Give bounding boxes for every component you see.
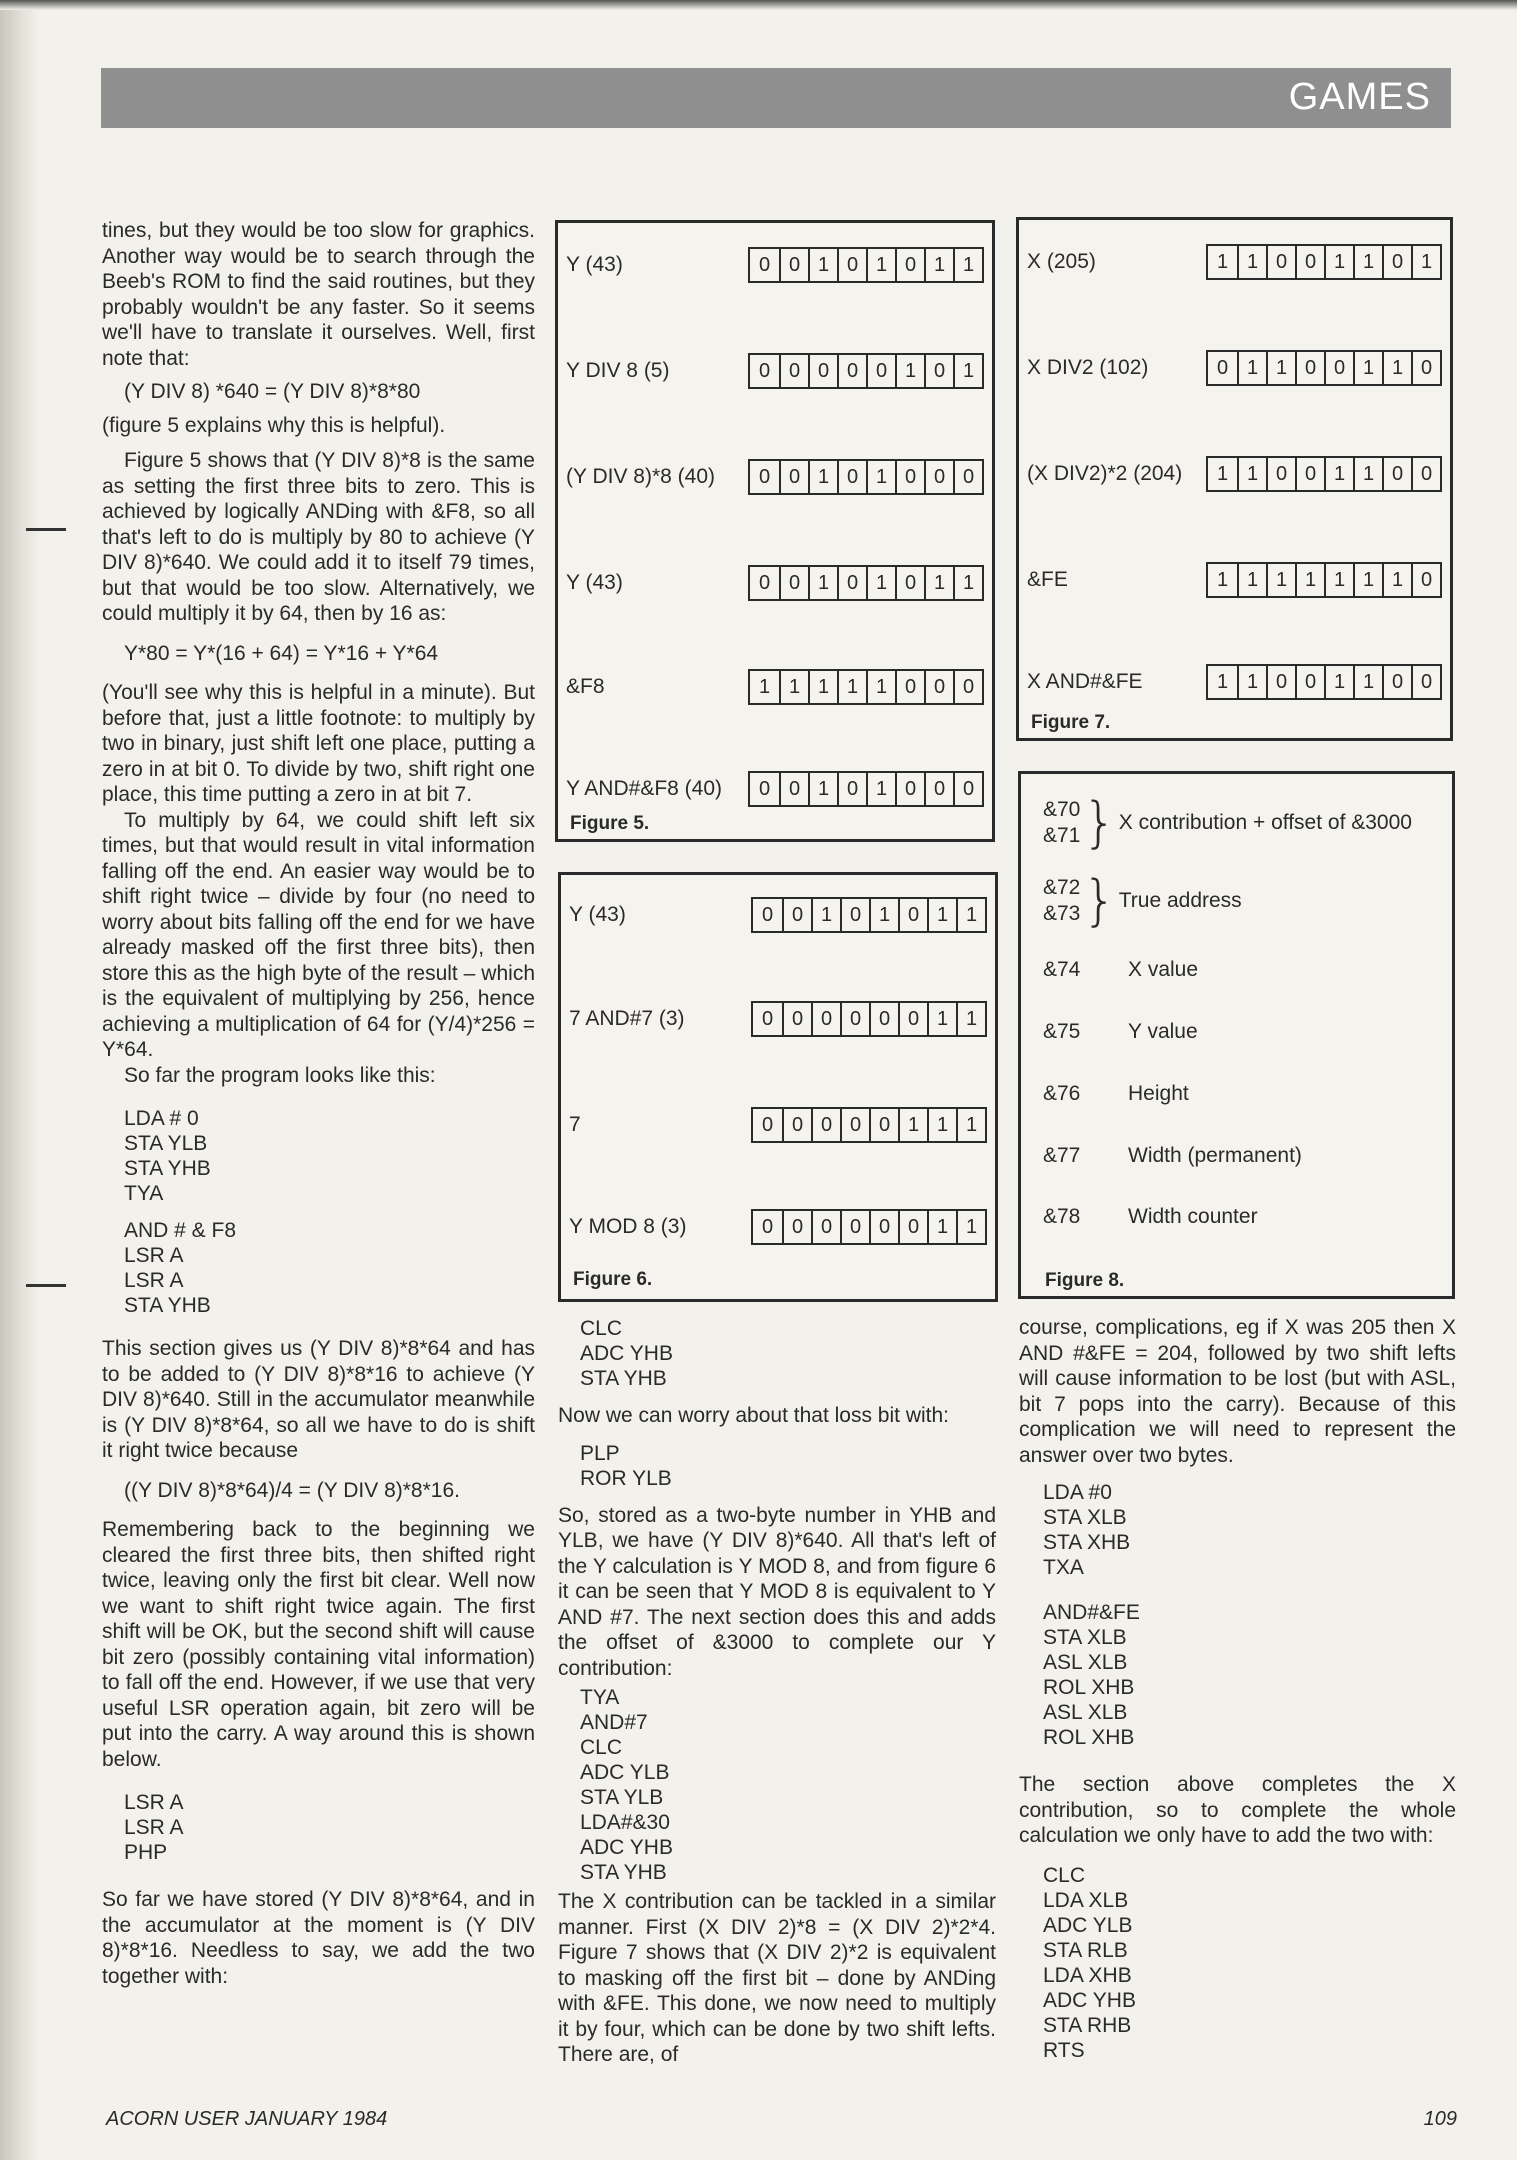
row-label: &F8 bbox=[566, 675, 605, 698]
bit: 1 bbox=[1382, 352, 1411, 384]
code-line: ADC YHB bbox=[580, 1836, 673, 1859]
paragraph: Figure 5 shows that (Y DIV 8)*8 is the same as setting the first three bits to zero. This is achieved by logically ANDing with &F8, so all that's left to do is multiply by 80 to achieve (Y DIV 8)*640. We could add it to itself 79 times, but that would be too slow. Alternatively, we could multiply it by 64, then by 16 as: bbox=[102, 449, 535, 625]
code-line: PHP bbox=[124, 1841, 168, 1864]
code-block bbox=[124, 1106, 535, 1318]
bit: 1 bbox=[1237, 246, 1266, 278]
section-header-bar bbox=[101, 68, 1451, 128]
code-line: STA YHB bbox=[124, 1294, 211, 1317]
bit-boxes bbox=[751, 897, 987, 933]
paragraph: (figure 5 explains why this is helpful). bbox=[102, 413, 446, 437]
page-number: 109 bbox=[1423, 2108, 1457, 2130]
bit: 1 bbox=[1237, 352, 1266, 384]
bit-boxes bbox=[751, 1001, 987, 1037]
address-description: Y value bbox=[1128, 1020, 1198, 1043]
bit: 1 bbox=[895, 355, 924, 387]
code-line: LDA XHB bbox=[1043, 1963, 1132, 1987]
bit: 1 bbox=[1353, 458, 1382, 490]
bit: 1 bbox=[924, 567, 953, 599]
bit: 0 bbox=[895, 567, 924, 599]
bit: 0 bbox=[898, 899, 927, 931]
code-line: LSR A bbox=[124, 1816, 184, 1839]
code-line: PLP bbox=[580, 1441, 620, 1465]
code-line: RTS bbox=[1043, 2038, 1085, 2062]
bit: 1 bbox=[1382, 564, 1411, 596]
bit-boxes bbox=[748, 459, 984, 495]
row-label: Y (43) bbox=[566, 253, 623, 276]
address-group bbox=[1043, 791, 1412, 854]
bit: 0 bbox=[953, 773, 982, 805]
bit: 0 bbox=[782, 1003, 811, 1035]
bit: 0 bbox=[924, 461, 953, 493]
figure-row bbox=[566, 667, 984, 707]
bit-boxes bbox=[1206, 350, 1442, 386]
address: &71 bbox=[1043, 824, 1081, 847]
bit: 1 bbox=[758, 675, 771, 698]
address-description: Height bbox=[1128, 1082, 1189, 1105]
figure-row bbox=[1027, 560, 1442, 600]
bit: 1 bbox=[866, 773, 895, 805]
bit: 1 bbox=[1324, 666, 1353, 698]
memory-row bbox=[1043, 1205, 1258, 1229]
bit: 0 bbox=[779, 567, 808, 599]
page-top-edge bbox=[0, 0, 1517, 10]
address-description: Width counter bbox=[1128, 1205, 1258, 1228]
bit: 0 bbox=[1411, 352, 1440, 384]
figure-row bbox=[1027, 242, 1442, 282]
code-block bbox=[1043, 1480, 1456, 1750]
code-line: LSR A bbox=[124, 1244, 184, 1267]
code-line: STA RLB bbox=[1043, 1938, 1128, 1962]
brace-icon: } bbox=[1082, 869, 1117, 932]
bit: 1 bbox=[898, 1109, 927, 1141]
code-line: ROR YLB bbox=[580, 1466, 672, 1490]
bit: 1 bbox=[953, 567, 982, 599]
paragraph: Now we can worry about that loss bit with: bbox=[558, 1404, 950, 1427]
bit: 1 bbox=[1411, 246, 1440, 278]
figure-5 bbox=[555, 220, 995, 842]
brace-icon: } bbox=[1082, 791, 1117, 854]
bit: 1 bbox=[866, 461, 895, 493]
memory-row bbox=[1043, 958, 1198, 982]
bit: 1 bbox=[866, 671, 895, 703]
bit: 0 bbox=[837, 567, 866, 599]
bit: 0 bbox=[898, 1211, 927, 1243]
bit: 0 bbox=[761, 903, 774, 926]
bit: 1 bbox=[1237, 666, 1266, 698]
bit: 0 bbox=[1411, 666, 1440, 698]
bit: 1 bbox=[1353, 564, 1382, 596]
bit: 0 bbox=[869, 1109, 898, 1141]
code-block bbox=[124, 1790, 535, 1865]
column-2 bbox=[558, 1316, 996, 2068]
code-line: ADC YHB bbox=[580, 1342, 673, 1365]
bit: 0 bbox=[837, 461, 866, 493]
row-label: X DIV2 (102) bbox=[1027, 356, 1149, 379]
code-line: STA XLB bbox=[1043, 1506, 1127, 1529]
paragraph: The section above completes the X contribution, so to complete the whole calculation we only have to add the two with: bbox=[1019, 1773, 1456, 1847]
paragraph: (You'll see why this is helpful in a minute). But before that, just a little footnote: to multiply by two in binary, just shift left one place, putting a zero in at bit 0. To divide by two, shift right one place, this time putting a zero in at bit 7. bbox=[102, 681, 535, 806]
code-line: ROL XHB bbox=[1043, 1726, 1135, 1749]
bit: 1 bbox=[1353, 352, 1382, 384]
code-line: CLC bbox=[1043, 1863, 1086, 1887]
bit: 1 bbox=[1237, 458, 1266, 490]
code-line: STA YHB bbox=[580, 1367, 667, 1390]
bit: 0 bbox=[758, 465, 771, 488]
bit: 1 bbox=[927, 1003, 956, 1035]
bit: 0 bbox=[779, 249, 808, 281]
bit: 1 bbox=[953, 355, 982, 387]
paragraph: So far we have stored (Y DIV 8)*8*64, and in the accumulator at the moment is (Y DIV 8)*8*16. Needless to say, we add the two together with: bbox=[102, 1888, 535, 1988]
figure-caption: Figure 8. bbox=[1045, 1270, 1125, 1291]
row-label: Y (43) bbox=[566, 571, 623, 594]
figure-caption: Figure 7. bbox=[1031, 712, 1111, 733]
paragraph: This section gives us (Y DIV 8)*8*64 and has to be added to (Y DIV 8)*8*16 to achieve (Y DIV 8)*640. Still in the accumulator meanwhile is (Y DIV 8)*8*64, so all we have to do is shift it right twice because bbox=[102, 1337, 535, 1462]
code-line: STA YLB bbox=[580, 1786, 664, 1809]
address-description: True address bbox=[1118, 889, 1242, 912]
bit: 0 bbox=[779, 355, 808, 387]
figure-row bbox=[566, 351, 984, 391]
bit: 1 bbox=[956, 1003, 985, 1035]
bit: 1 bbox=[927, 1211, 956, 1243]
bit: 0 bbox=[761, 1007, 774, 1030]
equation: (Y DIV 8) *640 = (Y DIV 8)*8*80 bbox=[124, 380, 421, 403]
bit: 0 bbox=[895, 773, 924, 805]
bit: 0 bbox=[1411, 458, 1440, 490]
bit: 1 bbox=[1266, 352, 1295, 384]
address: &73 bbox=[1043, 902, 1081, 925]
bit: 0 bbox=[1266, 246, 1295, 278]
bit: 0 bbox=[840, 1211, 869, 1243]
code-line: ASL XLB bbox=[1043, 1701, 1128, 1724]
code-line: CLC bbox=[580, 1736, 623, 1759]
bit: 0 bbox=[869, 1003, 898, 1035]
bit: 1 bbox=[956, 1109, 985, 1141]
bit: 0 bbox=[811, 1003, 840, 1035]
column-3 bbox=[1019, 1315, 1456, 2075]
bit: 0 bbox=[895, 671, 924, 703]
bit: 0 bbox=[837, 355, 866, 387]
address: &70 bbox=[1043, 798, 1081, 821]
figure-8 bbox=[1018, 771, 1455, 1299]
bit: 1 bbox=[808, 461, 837, 493]
bit: 1 bbox=[927, 1109, 956, 1141]
row-label: X AND#&FE bbox=[1027, 670, 1143, 693]
margin-mark bbox=[26, 1284, 66, 1287]
bit: 0 bbox=[1382, 246, 1411, 278]
row-label: X (205) bbox=[1027, 250, 1096, 273]
bit: 0 bbox=[1295, 352, 1324, 384]
bit: 0 bbox=[811, 1211, 840, 1243]
bit: 1 bbox=[866, 249, 895, 281]
code-line: AND#&FE bbox=[1043, 1601, 1140, 1624]
bit: 1 bbox=[1295, 564, 1324, 596]
memory-row bbox=[1043, 1144, 1302, 1168]
column-1 bbox=[102, 218, 535, 1989]
code-line: LSR A bbox=[124, 1791, 184, 1814]
code-line: TYA bbox=[124, 1182, 164, 1205]
row-label: (Y DIV 8)*8 (40) bbox=[566, 465, 715, 488]
code-block bbox=[1043, 1863, 1456, 2063]
bit: 1 bbox=[953, 249, 982, 281]
row-label: Y DIV 8 (5) bbox=[566, 359, 670, 382]
address: &75 bbox=[1043, 1020, 1081, 1043]
bit: 1 bbox=[1353, 246, 1382, 278]
address: &78 bbox=[1043, 1205, 1081, 1228]
code-block bbox=[580, 1316, 996, 1391]
row-label: &FE bbox=[1027, 568, 1068, 591]
page-spine-shadow bbox=[0, 0, 40, 2160]
equation: Y*80 = Y*(16 + 64) = Y*16 + Y*64 bbox=[124, 641, 439, 665]
bit: 0 bbox=[758, 253, 771, 276]
address-group bbox=[1043, 869, 1242, 932]
row-label: (X DIV2)*2 (204) bbox=[1027, 462, 1183, 485]
code-line: LDA#&30 bbox=[580, 1811, 670, 1834]
bit: 0 bbox=[895, 461, 924, 493]
bit: 0 bbox=[898, 1003, 927, 1035]
bit: 0 bbox=[1266, 666, 1295, 698]
bit: 0 bbox=[924, 773, 953, 805]
footer-magazine: ACORN USER JANUARY 1984 bbox=[106, 2108, 388, 2130]
bit: 0 bbox=[840, 1003, 869, 1035]
paragraph: The X contribution can be tackled in a similar manner. First (X DIV 2)*8 = (X DIV 2)*2*4. Figure 7 shows that (X DIV 2)*2 is equivalent to masking off the first bit – done by ANDing with &FE. This done, we now need to multiply it by four, which can be done by two shift lefts. There are, of bbox=[558, 1890, 996, 2066]
bit: 0 bbox=[761, 1113, 774, 1136]
code-line: LDA #0 bbox=[1043, 1481, 1112, 1504]
code-line: LSR A bbox=[124, 1269, 184, 1292]
figure-caption: Figure 5. bbox=[570, 813, 650, 834]
bit: 0 bbox=[953, 461, 982, 493]
code-line: STA YHB bbox=[580, 1861, 667, 1884]
address-description: X contribution + offset of &3000 bbox=[1118, 811, 1412, 834]
bit: 0 bbox=[779, 773, 808, 805]
bit: 0 bbox=[1295, 246, 1324, 278]
code-line: ADC YHB bbox=[1043, 1988, 1136, 2012]
address: &76 bbox=[1043, 1082, 1081, 1105]
code-block bbox=[580, 1441, 996, 1491]
bit: 1 bbox=[1266, 564, 1295, 596]
bit: 0 bbox=[840, 1109, 869, 1141]
paragraph: course, complications, eg if X was 205 then X AND #&FE = 204, followed by two shift lefts will cause information to be lost (but with ASL, bit 7 pops into the carry). Because of this complication we will need to represent the answer over two bytes. bbox=[1019, 1316, 1456, 1467]
bit-boxes bbox=[748, 247, 984, 283]
bit: 1 bbox=[1353, 666, 1382, 698]
bit: 1 bbox=[1324, 246, 1353, 278]
bit: 0 bbox=[782, 1109, 811, 1141]
bit-boxes bbox=[748, 353, 984, 389]
bit: 1 bbox=[924, 249, 953, 281]
bit-boxes bbox=[748, 771, 984, 807]
figure-row bbox=[566, 769, 984, 809]
code-block bbox=[580, 1685, 996, 1885]
bit: 0 bbox=[782, 899, 811, 931]
bit: 1 bbox=[808, 249, 837, 281]
bit-boxes bbox=[1206, 664, 1442, 700]
figure-row bbox=[569, 1105, 987, 1145]
code-line: STA YLB bbox=[124, 1132, 208, 1155]
code-line: CLC bbox=[580, 1317, 623, 1340]
figure-row bbox=[1027, 348, 1442, 388]
bit-boxes bbox=[748, 669, 984, 705]
bit: 1 bbox=[956, 899, 985, 931]
bit: 0 bbox=[1324, 352, 1353, 384]
paragraph: Remembering back to the beginning we cleared the first three bits, then shifted right twice, leaving only the first bit clear. Well now we want to shift right twice again. The first shift will be OK, but the second shift will cause bit zero (possibly containing vital information) to fall off the end. However, if we use that very useful LSR operation again, bit zero will be put into the carry. A way around this is shown below. bbox=[102, 1518, 535, 1771]
bit: 0 bbox=[1382, 666, 1411, 698]
figure-row bbox=[566, 563, 984, 603]
bit: 1 bbox=[1324, 458, 1353, 490]
address: &74 bbox=[1043, 958, 1081, 981]
bit: 0 bbox=[895, 249, 924, 281]
bit: 1 bbox=[956, 1211, 985, 1243]
address: &72 bbox=[1043, 876, 1081, 899]
row-label: Y (43) bbox=[569, 903, 626, 926]
bit: 0 bbox=[1295, 666, 1324, 698]
bit: 0 bbox=[808, 355, 837, 387]
bit: 1 bbox=[869, 899, 898, 931]
code-line: ROL XHB bbox=[1043, 1676, 1135, 1699]
bit: 0 bbox=[758, 777, 771, 800]
figure-row bbox=[569, 895, 987, 935]
figure-row bbox=[566, 457, 984, 497]
equation: ((Y DIV 8)*8*64)/4 = (Y DIV 8)*8*16. bbox=[124, 1478, 460, 1502]
bit: 1 bbox=[1237, 564, 1266, 596]
figure-row bbox=[569, 999, 987, 1039]
figure-row bbox=[566, 245, 984, 285]
paragraph: So far the program looks like this: bbox=[124, 1063, 436, 1087]
address-description: X value bbox=[1128, 958, 1199, 981]
address: &77 bbox=[1043, 1144, 1081, 1167]
bit: 1 bbox=[927, 899, 956, 931]
bit: 1 bbox=[1324, 564, 1353, 596]
bit: 1 bbox=[779, 671, 808, 703]
code-line: TYA bbox=[580, 1686, 620, 1709]
bit: 0 bbox=[1266, 458, 1295, 490]
bit: 0 bbox=[779, 461, 808, 493]
row-label: Y MOD 8 (3) bbox=[569, 1215, 687, 1238]
bit: 0 bbox=[953, 671, 982, 703]
bit: 1 bbox=[808, 567, 837, 599]
paragraph: So, stored as a two-byte number in YHB and YLB, we have (Y DIV 8)*640. All that's left of the Y calculation is Y MOD 8, and from figure 6 it can be seen that Y MOD 8 is equivalent to Y AND #7. The next section does this and adds the offset of &3000 to complete our Y contribution: bbox=[558, 1503, 996, 1680]
bit: 1 bbox=[1216, 670, 1229, 693]
bit: 0 bbox=[1382, 458, 1411, 490]
bit: 0 bbox=[924, 671, 953, 703]
bit: 0 bbox=[758, 359, 771, 382]
bit-boxes bbox=[751, 1209, 987, 1245]
memory-row bbox=[1043, 1020, 1198, 1044]
code-line: STA XLB bbox=[1043, 1626, 1127, 1649]
margin-mark bbox=[26, 528, 66, 531]
code-line: AND # & F8 bbox=[124, 1219, 237, 1242]
figure-row bbox=[1027, 454, 1442, 494]
paragraph: tines, but they would be too slow for graphics. Another way would be to search through the Beeb's ROM to find the said routines, but they probably wouldn't be any faster. So it seems we'll have to translate it ourselves. Well, first note that: bbox=[102, 219, 535, 370]
bit: 0 bbox=[840, 899, 869, 931]
bit: 1 bbox=[1216, 250, 1229, 273]
row-label: Y AND#&F8 (40) bbox=[566, 777, 723, 800]
code-line: LDA XLB bbox=[1043, 1888, 1129, 1912]
code-line: STA YHB bbox=[124, 1157, 211, 1180]
section-title: GAMES bbox=[1288, 76, 1431, 118]
bit: 1 bbox=[1216, 462, 1229, 485]
figure-6 bbox=[558, 872, 998, 1302]
figure-row bbox=[569, 1207, 987, 1247]
bit: 0 bbox=[761, 1215, 774, 1238]
code-line: LDA # 0 bbox=[124, 1107, 199, 1130]
memory-row bbox=[1043, 1082, 1189, 1106]
bit-boxes bbox=[1206, 244, 1442, 280]
bit: 1 bbox=[837, 671, 866, 703]
bit: 0 bbox=[1411, 564, 1440, 596]
bit: 1 bbox=[808, 773, 837, 805]
row-label: 7 AND#7 (3) bbox=[569, 1007, 685, 1030]
bit: 1 bbox=[811, 899, 840, 931]
code-line: ADC YLB bbox=[1043, 1913, 1133, 1937]
bit: 0 bbox=[837, 773, 866, 805]
code-line: ADC YLB bbox=[580, 1761, 670, 1784]
code-line: AND#7 bbox=[580, 1711, 648, 1734]
bit-boxes bbox=[1206, 562, 1442, 598]
code-line: ASL XLB bbox=[1043, 1651, 1128, 1674]
bit: 0 bbox=[837, 249, 866, 281]
bit: 0 bbox=[869, 1211, 898, 1243]
figure-row bbox=[1027, 662, 1442, 702]
figure-7 bbox=[1016, 217, 1453, 741]
bit: 0 bbox=[866, 355, 895, 387]
code-line: TXA bbox=[1043, 1556, 1084, 1579]
bit-boxes bbox=[1206, 456, 1442, 492]
bit: 1 bbox=[866, 567, 895, 599]
paragraph: To multiply by 64, we could shift left six times, but that would result in vital information falling off the end. An easier way would be to shift right twice – divide by four (no need to worry about bits falling off the end for we have already masked off the first three bits), then store this as the high byte of the result – which is the equivalent of multiplying by 256, hence achieving a multiplication of 64 for (Y/4)*256 = Y*64. bbox=[102, 808, 535, 1061]
bit: 0 bbox=[1216, 356, 1229, 379]
bit: 1 bbox=[1216, 568, 1229, 591]
bit: 0 bbox=[782, 1211, 811, 1243]
bit: 0 bbox=[758, 571, 771, 594]
code-line: STA XHB bbox=[1043, 1531, 1131, 1554]
bit: 0 bbox=[811, 1109, 840, 1141]
bit-boxes bbox=[751, 1107, 987, 1143]
code-line: STA RHB bbox=[1043, 2013, 1132, 2037]
bit: 1 bbox=[808, 671, 837, 703]
figure-caption: Figure 6. bbox=[573, 1269, 653, 1290]
bit: 0 bbox=[924, 355, 953, 387]
row-label: 7 bbox=[569, 1113, 581, 1136]
bit-boxes bbox=[748, 565, 984, 601]
bit: 0 bbox=[1295, 458, 1324, 490]
address-description: Width (permanent) bbox=[1128, 1144, 1302, 1167]
